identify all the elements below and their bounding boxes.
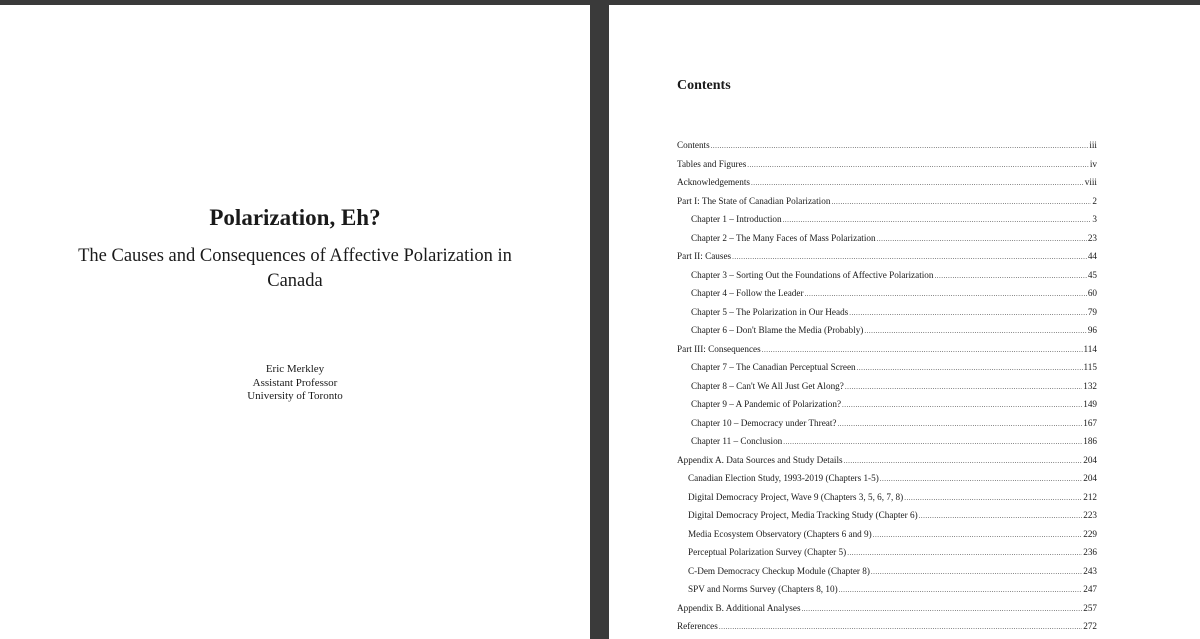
toc-page-number: 257	[1083, 602, 1097, 613]
toc-leader-dots	[873, 526, 1083, 545]
toc-page-number: iv	[1089, 158, 1097, 169]
toc-leader-dots	[751, 174, 1084, 193]
toc-entry[interactable]	[677, 395, 1097, 414]
toc-entry[interactable]	[677, 506, 1097, 525]
toc-entry[interactable]	[677, 432, 1097, 451]
toc-page-number: viii	[1084, 177, 1097, 187]
toc-entry[interactable]	[677, 377, 1097, 396]
toc-entry[interactable]	[677, 321, 1097, 340]
toc-page-number: 204	[1083, 454, 1097, 465]
toc-entry[interactable]	[677, 284, 1097, 303]
toc-page-number: 45	[1087, 269, 1097, 280]
toc-entry-label: Chapter 11 – Conclusion	[691, 436, 783, 446]
toc-page-number: 114	[1083, 343, 1097, 354]
toc-page-number: 236	[1083, 547, 1097, 557]
toc-entry-label: Chapter 10 – Democracy under Threat?	[691, 417, 837, 428]
toc-leader-dots	[844, 452, 1083, 471]
table-of-contents	[677, 136, 1097, 636]
toc-leader-dots	[845, 378, 1082, 397]
contents-heading: Contents	[677, 78, 731, 93]
toc-leader-dots	[831, 193, 1091, 212]
toc-entry[interactable]	[677, 599, 1097, 618]
toc-entry-label: Digital Democracy Project, Media Tracking Study (Chapter 6)	[688, 510, 918, 520]
toc-entry-label: C-Dem Democracy Checkup Module (Chapter 8)	[688, 565, 870, 576]
toc-leader-dots	[857, 359, 1083, 378]
toc-leader-dots	[849, 304, 1087, 323]
contents-page	[609, 5, 1200, 639]
toc-entry[interactable]	[677, 488, 1097, 507]
toc-page-number: 204	[1083, 473, 1097, 483]
toc-page-number: 167	[1083, 417, 1097, 428]
toc-leader-dots	[847, 544, 1082, 563]
toc-entry[interactable]	[677, 562, 1097, 581]
toc-entry-label: Chapter 3 – Sorting Out the Foundations of Affective Polarization	[691, 269, 934, 280]
author-name: Eric Merkley	[265, 363, 325, 375]
toc-entry-label: Chapter 8 – Can't We All Just Get Along?	[691, 380, 844, 391]
toc-leader-dots	[783, 433, 1082, 452]
toc-entry[interactable]	[677, 414, 1097, 433]
toc-entry-label: Part I: The State of Canadian Polarization	[677, 195, 831, 206]
author-block	[0, 363, 590, 404]
toc-page-number: 186	[1083, 436, 1097, 446]
toc-entry[interactable]	[677, 580, 1097, 599]
toc-entry-label: Chapter 5 – The Polarization in Our Heads	[691, 306, 849, 317]
toc-leader-dots	[838, 415, 1083, 434]
toc-entry-label: Chapter 1 – Introduction	[691, 214, 782, 224]
toc-page-number: 44	[1087, 251, 1097, 261]
toc-entry-label: Chapter 9 – A Pandemic of Polarization?	[691, 399, 842, 409]
toc-leader-dots	[919, 507, 1083, 526]
toc-leader-dots	[877, 230, 1087, 249]
toc-entry-label: Canadian Election Study, 1993-2019 (Chapters 1-5)	[688, 473, 879, 483]
toc-leader-dots	[842, 396, 1082, 415]
toc-entry[interactable]	[677, 303, 1097, 322]
author-position: Assistant Professor	[252, 376, 338, 389]
title-page	[0, 5, 590, 639]
toc-page-number: 60	[1087, 288, 1097, 298]
toc-entry[interactable]	[677, 340, 1097, 359]
toc-entry-label: Chapter 6 – Don't Blame the Media (Probably)	[691, 325, 864, 335]
toc-entry-label: Tables and Figures	[677, 158, 747, 169]
toc-page-number: 132	[1083, 380, 1097, 391]
toc-leader-dots	[871, 563, 1082, 582]
toc-page-number: 212	[1083, 491, 1097, 502]
toc-leader-dots	[864, 322, 1086, 341]
toc-leader-dots	[935, 267, 1087, 286]
toc-entry-label: Chapter 4 – Follow the Leader	[691, 288, 804, 298]
toc-entry[interactable]	[677, 525, 1097, 544]
toc-entry-label: Media Ecosystem Observatory (Chapters 6 and 9)	[688, 528, 872, 539]
toc-leader-dots	[802, 600, 1083, 619]
toc-page-number: 247	[1083, 584, 1097, 594]
toc-entry[interactable]	[677, 155, 1097, 174]
toc-entry-label: Chapter 2 – The Many Faces of Mass Polarization	[691, 232, 876, 243]
toc-page-number: 2	[1092, 195, 1097, 206]
toc-page-number: 229	[1083, 528, 1097, 539]
toc-leader-dots	[880, 470, 1082, 489]
toc-page-number: iii	[1089, 140, 1097, 150]
toc-entry[interactable]	[677, 210, 1097, 229]
toc-leader-dots	[747, 156, 1089, 175]
toc-leader-dots	[839, 581, 1083, 600]
toc-entry[interactable]	[677, 451, 1097, 470]
toc-entry[interactable]	[677, 192, 1097, 211]
toc-entry[interactable]	[677, 469, 1097, 488]
toc-leader-dots	[719, 618, 1082, 637]
toc-entry-label: Part III: Consequences	[677, 343, 761, 354]
toc-entry-label: Appendix A. Data Sources and Study Details	[677, 454, 843, 465]
toc-entry-label: Acknowledgements	[677, 177, 750, 187]
toc-entry-label: References	[677, 621, 718, 631]
toc-page-number: 115	[1083, 362, 1097, 372]
toc-leader-dots	[904, 489, 1082, 508]
toc-page-number: 96	[1087, 325, 1097, 335]
toc-entry-label: Digital Democracy Project, Wave 9 (Chapters 3, 5, 6, 7, 8)	[688, 491, 904, 502]
toc-entry[interactable]	[677, 247, 1097, 266]
toc-entry-label: Contents	[677, 140, 710, 150]
toc-page-number: 149	[1083, 399, 1097, 409]
toc-entry-label: Appendix B. Additional Analyses	[677, 602, 801, 613]
toc-page-number: 79	[1087, 306, 1097, 317]
toc-entry-label: Chapter 7 – The Canadian Perceptual Screen	[691, 362, 856, 372]
toc-page-number: 23	[1087, 232, 1097, 243]
toc-page-number: 243	[1083, 565, 1097, 576]
toc-entry-label: Part II: Causes	[677, 251, 732, 261]
book-title: Polarization, Eh?	[209, 205, 381, 230]
toc-leader-dots	[783, 211, 1092, 230]
author-institution: University of Toronto	[247, 390, 343, 402]
toc-leader-dots	[805, 285, 1087, 304]
toc-entry[interactable]	[677, 229, 1097, 248]
toc-entry[interactable]	[677, 136, 1097, 155]
toc-leader-dots	[711, 137, 1089, 156]
toc-entry[interactable]	[677, 543, 1097, 562]
toc-page-number: 272	[1083, 621, 1097, 631]
toc-page-number: 223	[1083, 510, 1097, 520]
book-subtitle: The Causes and Consequences of Affective Polarization in Canada	[78, 246, 512, 291]
toc-leader-dots	[762, 341, 1083, 360]
toc-leader-dots	[732, 248, 1087, 267]
toc-entry[interactable]	[677, 266, 1097, 285]
toc-entry[interactable]	[677, 617, 1097, 636]
toc-entry-label: SPV and Norms Survey (Chapters 8, 10)	[688, 584, 838, 594]
toc-page-number: 3	[1092, 214, 1097, 224]
toc-entry[interactable]	[677, 358, 1097, 377]
toc-entry[interactable]	[677, 173, 1097, 192]
toc-entry-label: Perceptual Polarization Survey (Chapter 5)	[688, 547, 847, 557]
